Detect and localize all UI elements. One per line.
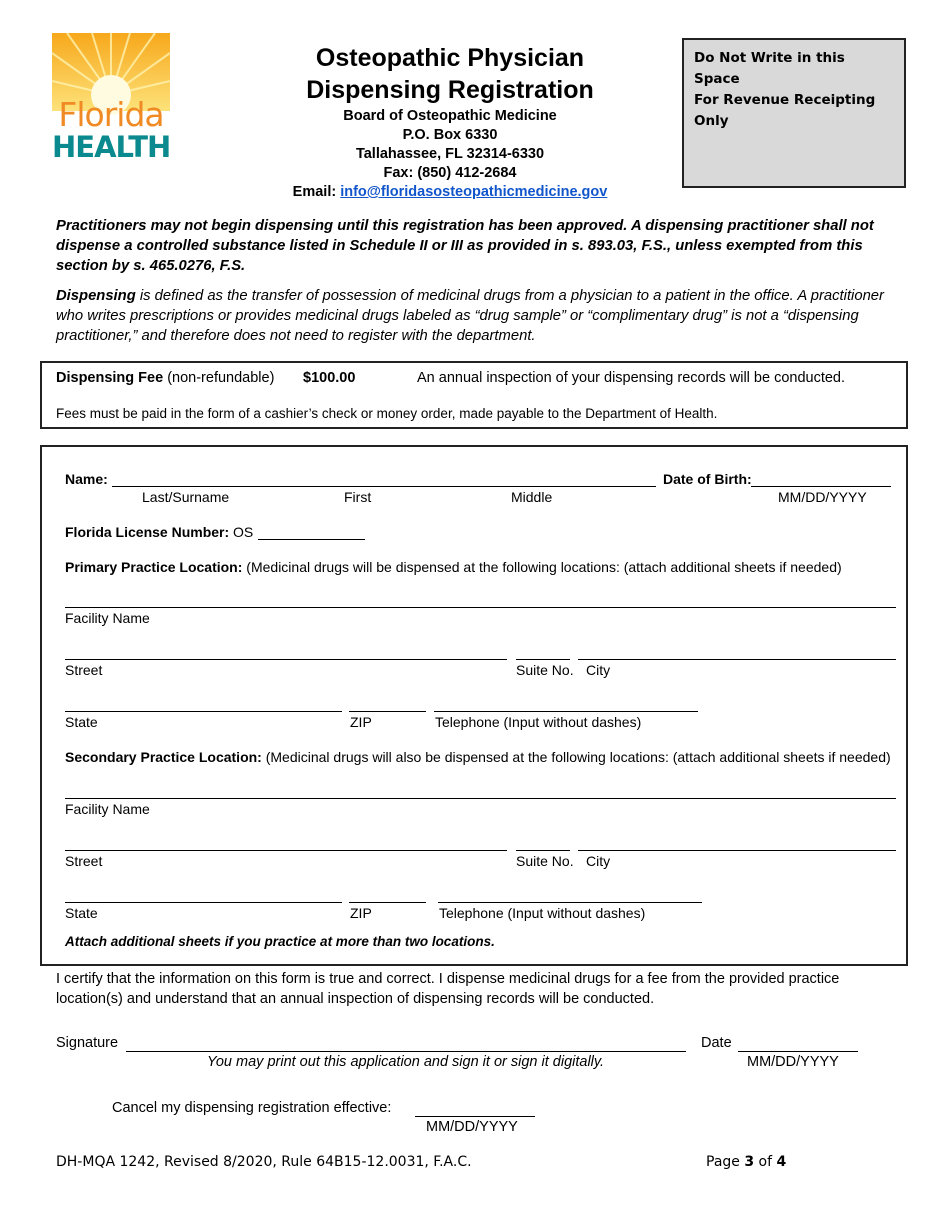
- certification-text: I certify that the information on this form is true and correct. I dispense medicinal drugs for a fee from the provided practice location(s) and understand that an annual inspection of dispensing records will be conducted.: [56, 971, 840, 1007]
- form-id: DH-MQA 1242, Revised 8/2020, Rule 64B15-12.0031, F.A.C.: [56, 1154, 472, 1170]
- date-format-caption: MM/DD/YYYY: [747, 1054, 839, 1070]
- logo-word-florida: Florida: [58, 95, 164, 134]
- license-line: [65, 524, 253, 540]
- secondary-zip-input[interactable]: [349, 902, 426, 903]
- primary-facility-caption: Facility Name: [65, 610, 150, 626]
- email-link[interactable]: info@floridasosteopathicmedicine.gov: [340, 184, 608, 200]
- secondary-zip-caption: ZIP: [350, 905, 372, 921]
- date-label: Date: [701, 1035, 732, 1051]
- page-title: [250, 42, 650, 106]
- fax-number: Fax: (850) 412-2684: [383, 165, 517, 181]
- primary-suite-caption: Suite No.: [516, 662, 574, 678]
- dob-label: Date of Birth:: [663, 471, 752, 487]
- po-box: P.O. Box 6330: [402, 127, 498, 143]
- secondary-telephone-input[interactable]: [438, 902, 702, 903]
- middle-name-caption: Middle: [511, 489, 553, 505]
- fee-qualifier: (non-refundable): [163, 370, 275, 386]
- primary-text: (Medicinal drugs will be dispensed at the following locations: (attach additional sheets if needed): [242, 559, 842, 575]
- email-line: [250, 183, 650, 202]
- fee-label: Dispensing Fee: [56, 370, 164, 386]
- primary-telephone-input[interactable]: [434, 711, 698, 712]
- license-label: Florida License Number:: [65, 524, 230, 540]
- primary-city-caption: City: [586, 662, 611, 678]
- last-name-caption: Last/Surname: [142, 489, 230, 505]
- receipt-line-2: For Revenue Receipting Only: [694, 92, 876, 129]
- florida-health-logo: [52, 33, 170, 165]
- primary-suite-input[interactable]: [516, 659, 570, 660]
- first-name-caption: First: [344, 489, 372, 505]
- cancel-label: Cancel my dispensing registration effective:: [112, 1100, 392, 1116]
- city-state: Tallahassee, FL 32314-6330: [355, 146, 545, 162]
- page-number: [706, 1154, 786, 1170]
- primary-state-input[interactable]: [65, 711, 342, 712]
- date-input[interactable]: [738, 1051, 858, 1052]
- page-prefix: Page: [706, 1154, 745, 1170]
- secondary-suite-caption: Suite No.: [516, 853, 574, 869]
- secondary-location-heading: [65, 749, 891, 765]
- title-line-1: Osteopathic Physician: [315, 44, 585, 72]
- revenue-receipt-box: [682, 38, 906, 188]
- secondary-facility-caption: Facility Name: [65, 801, 150, 817]
- definition-term: Dispensing: [56, 288, 136, 304]
- secondary-street-caption: Street: [65, 853, 103, 869]
- primary-street-input[interactable]: [65, 659, 507, 660]
- title-line-2: Dispensing Registration: [306, 76, 594, 104]
- fee-amount: $100.00: [303, 370, 356, 386]
- license-number-input[interactable]: [258, 539, 365, 540]
- dispensing-notice: Practitioners may not begin dispensing until this registration has been approved. A dispensing practitioner shall not dispense a controlled substance listed in Schedule II or III as provided in s. 893.03, F.S., unless exempted from this section by s. 465.0276, F.S.: [56, 218, 874, 274]
- board-address: [250, 107, 650, 202]
- primary-location-heading: [65, 559, 842, 575]
- dispensing-definition: [56, 286, 906, 346]
- primary-zip-input[interactable]: [349, 711, 426, 712]
- secondary-state-caption: State: [65, 905, 98, 921]
- license-prefix: OS: [233, 524, 254, 540]
- secondary-city-caption: City: [586, 853, 611, 869]
- secondary-suite-input[interactable]: [516, 850, 570, 851]
- inspection-note: An annual inspection of your dispensing records will be conducted.: [417, 370, 846, 386]
- cancel-date-format: MM/DD/YYYY: [426, 1119, 518, 1135]
- secondary-state-input[interactable]: [65, 902, 342, 903]
- fee-label-line: [56, 370, 274, 386]
- secondary-city-input[interactable]: [578, 850, 896, 851]
- primary-state-caption: State: [65, 714, 98, 730]
- sign-print-note: You may print out this application and sign it or sign it digitally.: [207, 1054, 605, 1070]
- receipt-line-1: Do Not Write in this Space: [694, 50, 845, 87]
- cancel-date-input[interactable]: [415, 1116, 535, 1117]
- signature-input[interactable]: [126, 1051, 686, 1052]
- board-name: Board of Osteopathic Medicine: [343, 108, 557, 124]
- secondary-label: Secondary Practice Location:: [65, 749, 262, 765]
- page-total: 4: [776, 1154, 787, 1170]
- name-label: Name:: [65, 471, 108, 487]
- secondary-street-input[interactable]: [65, 850, 507, 851]
- attach-note: Attach additional sheets if you practice at more than two locations.: [65, 934, 495, 949]
- secondary-facility-input[interactable]: [65, 798, 896, 799]
- definition-text: is defined as the transfer of possession of medicinal drugs from a physician to a patient in the office. A practitioner who writes prescriptions or provides medicinal drugs labeled as “drug sample” or “complimentary drug” is not a “dispensing practitioner,” and therefore does not need to register with the department.: [56, 288, 884, 344]
- dob-format-caption: MM/DD/YYYY: [778, 489, 867, 505]
- dob-input[interactable]: [751, 486, 891, 487]
- email-label: Email:: [292, 184, 337, 200]
- secondary-text: (Medicinal drugs will also be dispensed at the following locations: (attach additional sheets if needed): [261, 749, 891, 765]
- logo-word-health: HEALTH: [52, 130, 171, 164]
- primary-city-input[interactable]: [578, 659, 896, 660]
- primary-label: Primary Practice Location:: [65, 559, 243, 575]
- page-of: of: [754, 1154, 777, 1170]
- payment-note: Fees must be paid in the form of a cashier’s check or money order, made payable to the Department of Health.: [56, 406, 718, 421]
- name-input[interactable]: [112, 486, 656, 487]
- primary-facility-input[interactable]: [65, 607, 896, 608]
- secondary-telephone-caption: Telephone (Input without dashes): [439, 905, 646, 921]
- primary-telephone-caption: Telephone (Input without dashes): [435, 714, 642, 730]
- page-current: 3: [744, 1154, 755, 1170]
- primary-street-caption: Street: [65, 662, 103, 678]
- signature-label: Signature: [56, 1035, 119, 1051]
- primary-zip-caption: ZIP: [350, 714, 372, 730]
